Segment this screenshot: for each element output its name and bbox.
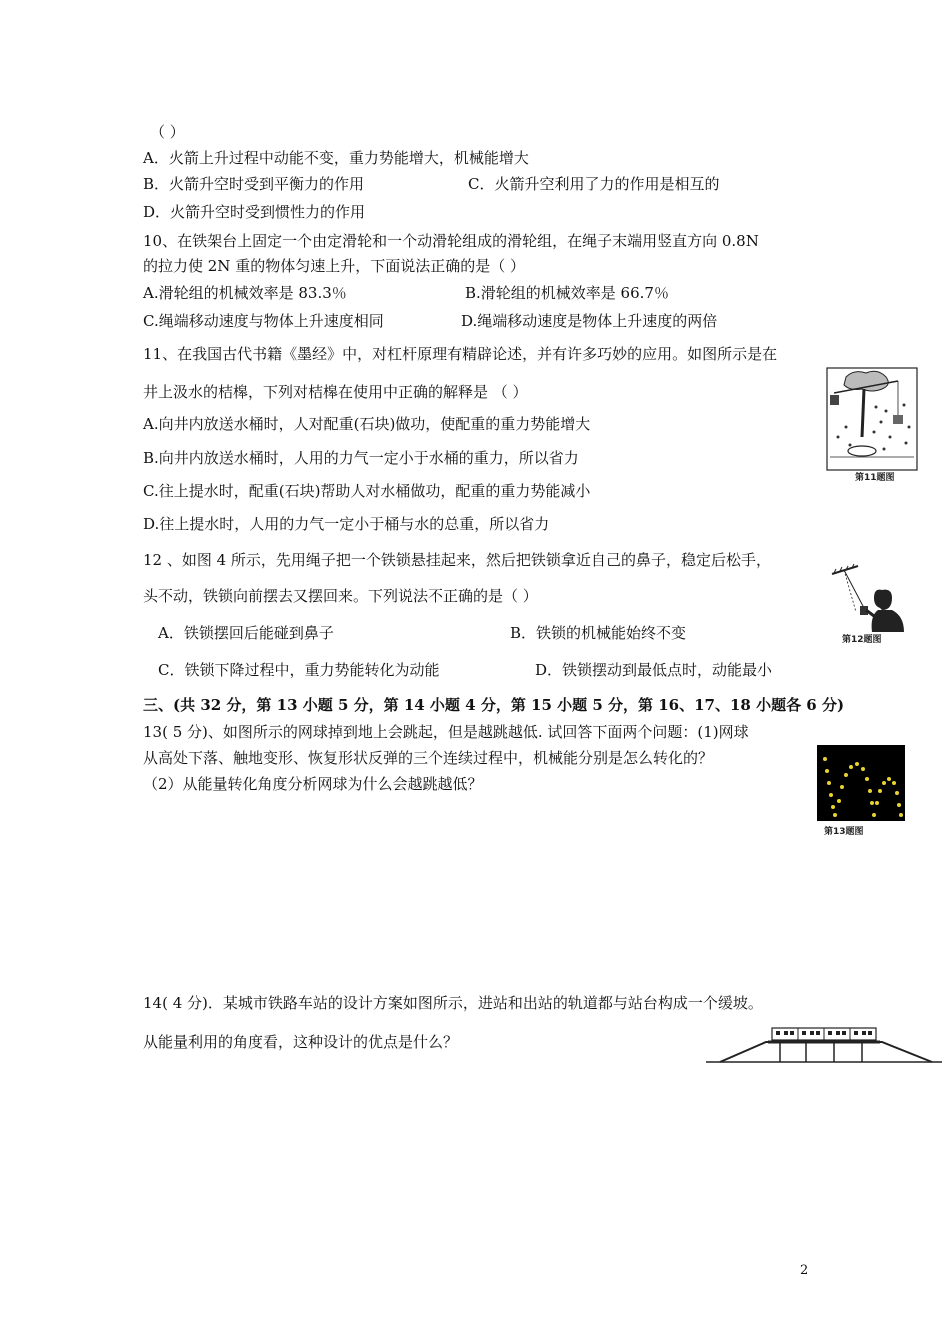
q12-option-d: D．铁锁摆动到最低点时，动能最小 [535, 661, 773, 679]
q12-stem-line1: 12 、如图 4 所示，先用绳子把一个铁锁悬挂起来，然后把铁锁拿近自己的鼻子，稳定后松手， [143, 551, 771, 569]
q10-option-b: B.滑轮组的机械效率是 66.7％ [465, 284, 669, 302]
q11-option-a: A.向井内放送水桶时，人对配重(石块)做功，使配重的重力势能增大 [143, 415, 591, 433]
q10-stem-line2: 的拉力使 2N 重的物体匀速上升，下面说法正确的是（ ） [143, 257, 525, 275]
q9-option-a: A．火箭上升过程中动能不变，重力势能增大，机械能增大 [143, 149, 529, 167]
bouncing-ball-figure [817, 745, 905, 821]
q13-stem-line1: 13( 5 分)、如图所示的网球掉到地上会跳起，但是越跳越低. 试回答下面两个问题：(1)网球 [143, 723, 749, 741]
q10-stem-line1: 10、在铁架台上固定一个由定滑轮和一个动滑轮组成的滑轮组，在绳子末端用竖直方向 0.8N [143, 232, 759, 250]
q12-option-b: B．铁锁的机械能始终不变 [510, 624, 687, 642]
q13-figure-caption: 第13题图 [824, 827, 864, 837]
q14-stem-line1: 14( 4 分)．某城市铁路车站的设计方案如图所示，进站和出站的轨道都与站台构成一个缓坡。 [143, 994, 763, 1012]
q13-stem-line3: （2）从能量转化角度分析网球为什么会越跳越低？ [143, 775, 483, 793]
q12-option-c: C．铁锁下降过程中，重力势能转化为动能 [158, 661, 440, 679]
q11-option-d: D.往上提水时，人用的力气一定小于桶与水的总重，所以省力 [143, 515, 550, 533]
q10-option-c: C.绳端移动速度与物体上升速度相同 [143, 312, 384, 330]
q12-figure-caption: 第12题图 [842, 635, 882, 645]
q10-option-d: D.绳端移动速度是物体上升速度的两倍 [461, 312, 718, 330]
q11-stem-line1: 11、在我国古代书籍《墨经》中，对杠杆原理有精辟论述，并有许多巧妙的应用。如图所示是在 [143, 345, 778, 363]
q14-stem-line2: 从能量利用的角度看，这种设计的优点是什么？ [143, 1033, 459, 1051]
pendulum-lock-figure [830, 560, 910, 635]
q12-stem-line2: 头不动，铁锁向前摆去又摆回来。下列说法不正确的是（ ） [143, 587, 538, 605]
railway-station-figure [706, 1020, 942, 1066]
q9-option-c: C．火箭升空利用了力的作用是相互的 [468, 175, 720, 193]
well-sweep-figure [826, 367, 918, 471]
q11-figure-caption: 第11题图 [855, 473, 895, 483]
q11-option-c: C.往上提水时，配重(石块)帮助人对水桶做功，配重的重力势能减小 [143, 482, 591, 500]
q11-stem-line2: 井上汲水的桔槔，下列对桔槔在使用中正确的解释是 （ ） [143, 383, 528, 401]
q9-bracket: （ ） [150, 123, 185, 141]
q12-option-a: A．铁锁摆回后能碰到鼻子 [158, 624, 334, 642]
page-number: 2 [800, 1263, 809, 1278]
q9-option-b: B．火箭升空时受到平衡力的作用 [143, 175, 365, 193]
q11-option-b: B.向井内放送水桶时，人用的力气一定小于水桶的重力，所以省力 [143, 449, 579, 467]
q13-stem-line2: 从高处下落、触地变形、恢复形状反弹的三个连续过程中，机械能分别是怎么转化的？ [143, 749, 714, 767]
q9-option-d: D．火箭升空时受到惯性力的作用 [143, 203, 366, 221]
q10-option-a: A.滑轮组的机械效率是 83.3％ [143, 284, 347, 302]
section-3-heading: 三、(共 32 分，第 13 小题 5 分，第 14 小题 4 分，第 15 小题 5 分，第 16、17、18 小题各 6 分) [143, 696, 845, 714]
